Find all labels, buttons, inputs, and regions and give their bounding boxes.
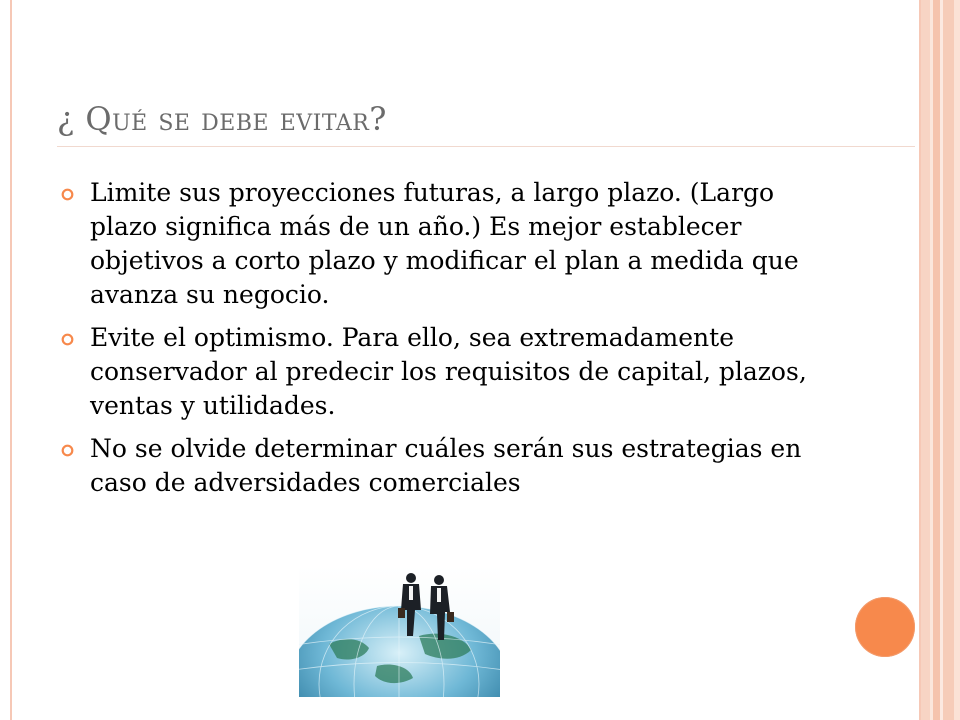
orange-circle-decoration [855, 597, 915, 657]
bullet-text: No se olvide determinar cuáles serán sus estrategias en caso de adversidades comerciales [90, 434, 802, 497]
globe-illustration [299, 566, 500, 697]
bullet-text: Evite el optimismo. Para ello, sea extremadamente conservador al predecir los requisitos de capital, plazos, ventas y utilidades. [90, 323, 807, 420]
bullet-item [60, 432, 840, 500]
slide-title: ¿ Qué se debe evitar? [57, 100, 387, 138]
bullet-item [60, 176, 840, 312]
open-circle-bullet-icon [61, 188, 74, 201]
open-circle-bullet-icon [61, 444, 74, 457]
title-divider [57, 146, 915, 147]
bullet-item [60, 321, 840, 423]
open-circle-bullet-icon [61, 333, 74, 346]
businessmen-globe-image [299, 566, 500, 697]
bullet-text: Limite sus proyecciones futuras, a largo plazo. (Largo plazo significa más de un año.) Es mejor establecer objetivos a corto plazo y modificar el plan a medida que avanza su negocio. [90, 178, 799, 309]
side-stripe [943, 0, 954, 720]
side-stripe [933, 0, 940, 720]
side-stripe [954, 0, 960, 720]
side-stripe [921, 0, 930, 720]
bullet-list [60, 176, 840, 509]
